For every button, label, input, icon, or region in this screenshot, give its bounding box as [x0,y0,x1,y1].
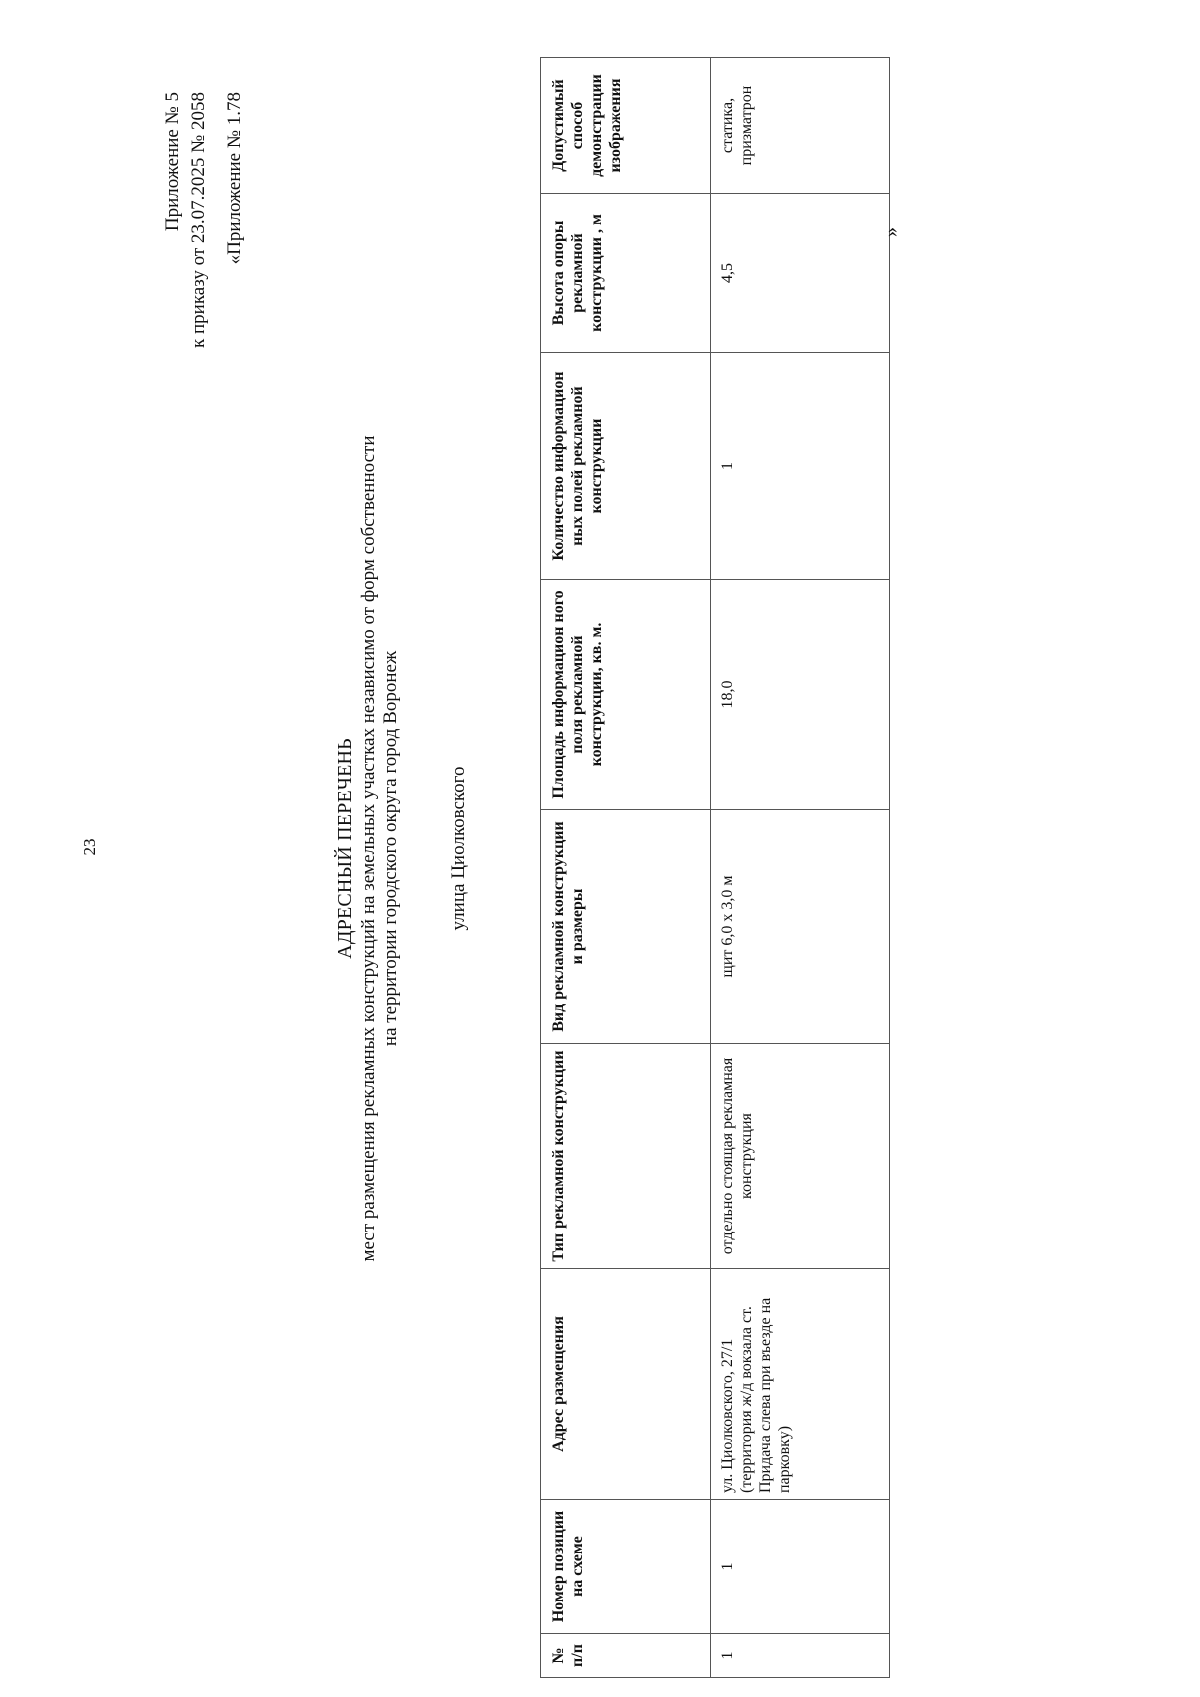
table-header-row [541,58,711,1678]
appendix-reference [160,92,248,348]
header-cell: Допустимый способ демонстрации изображения [541,58,711,194]
table-cell: 1 [711,1500,890,1634]
subtitle-line: на территории городского округа город Воронеж [380,650,401,1047]
table-cell: статика, призматрон [711,58,890,194]
header-cell: № п/п [541,1634,711,1678]
closing-quote: » [880,227,902,237]
table-cell: 18,0 [711,580,890,810]
header-cell: Высота опоры рекламной конструкции , м [541,194,711,353]
table-cell: 4,5 [711,194,890,353]
appendix-order-line: к приказу от 23.07.2025 № 2058 [188,92,209,348]
header-cell: Адрес размещения [541,1269,711,1500]
header-cell: Номер позиции на схеме [541,1500,711,1634]
table-row [711,58,890,1678]
appendix-line: Приложение № 5 [162,92,183,232]
appendix-subref-line: «Приложение № 1.78 [224,92,245,265]
header-cell: Вид рекламной конструкции и размеры [541,810,711,1044]
table-cell: 1 [711,1634,890,1678]
subtitle-line: мест размещения рекламных конструкций на земельных участках независимо от форм собственности [358,435,379,1262]
table-cell: 1 [711,353,890,580]
table-cell: отдельно стоящая рекламная конструкция [711,1044,890,1269]
header-cell: Количество информацион ных полей рекламной конструкции [541,353,711,580]
header-cell: Площадь информацион ного поля рекламной конструкции, кв. м. [541,580,711,810]
address-table [540,57,890,1678]
page-number: 23 [80,838,99,856]
street-heading: улица Циолковского [448,766,469,931]
document-title: АДРЕСНЫЙ ПЕРЕЧЕНЬ [334,738,356,959]
header-cell: Тип рекламной конструкции [541,1044,711,1269]
table-cell: щит 6,0 х 3,0 м [711,810,890,1044]
document-subtitle [358,0,402,1697]
table-cell: ул. Циолковского, 27/1 (территория ж/д вокзала ст. Придача слева при въезде на парковку) [711,1269,890,1500]
